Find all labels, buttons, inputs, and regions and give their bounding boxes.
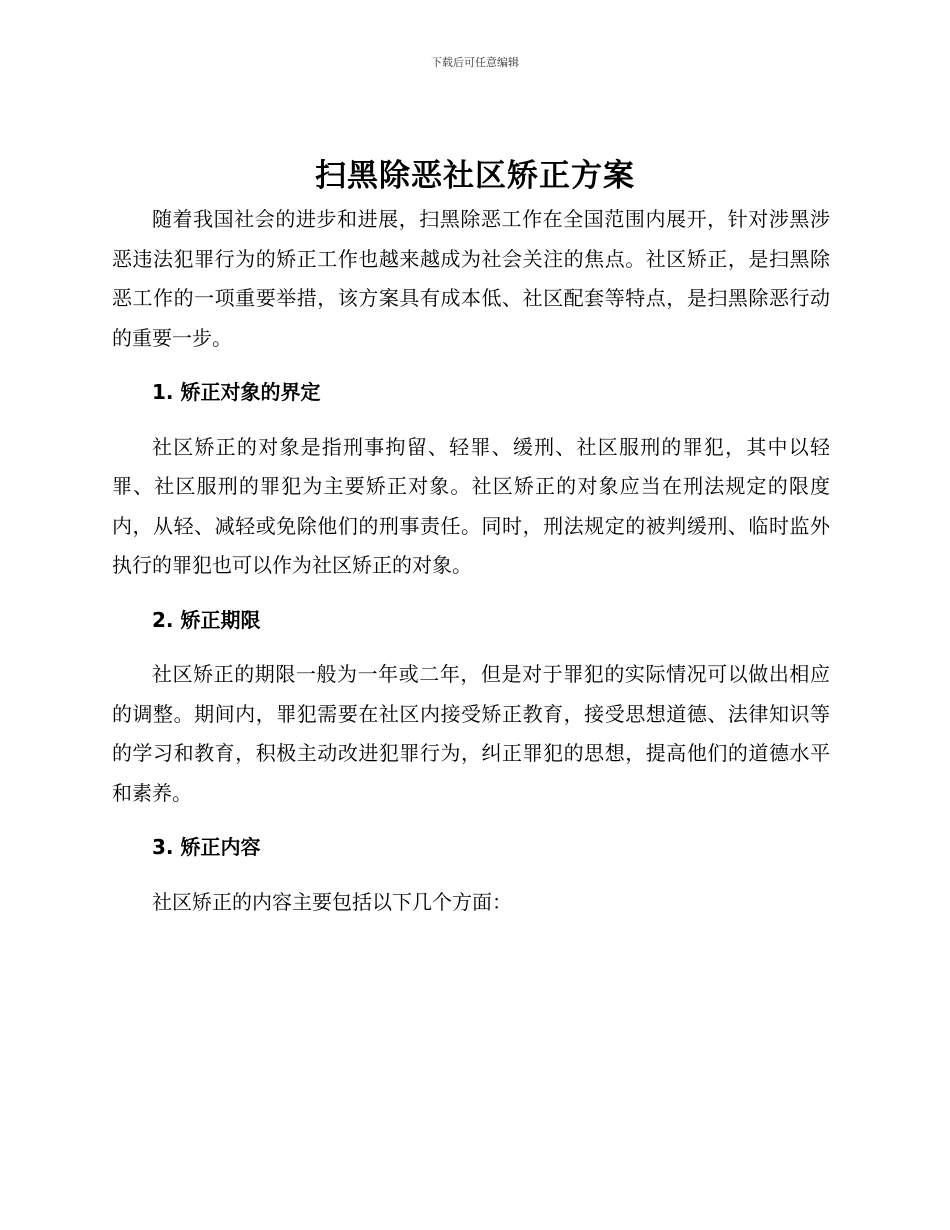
spacer [112, 358, 830, 373]
spacer [112, 868, 830, 883]
section-body-3: 社区矫正的内容主要包括以下几个方面： [152, 889, 512, 914]
spacer [112, 413, 830, 428]
section-body-1: 社区矫正的对象是指刑事拘留、轻罪、缓刑、社区服刑的罪犯，其中以轻罪、社区服刑的罪犯为主要矫正对象。社区矫正的对象应当在刑法规定的限度内，从轻、减轻或免除他们的刑事责任。同时，刑法规定的被判缓刑、临时监外执行的罪犯也可以作为社区矫正的对象。 [112, 434, 830, 577]
spacer [112, 640, 830, 655]
intro-paragraph: 随着我国社会的进步和进展，扫黑除恶工作在全国范围内展开，针对涉黑涉恶违法犯罪行为的矫正工作也越来越成为社会关注的焦点。社区矫正，是扫黑除恶工作的一项重要举措，该方案具有成本低、社区配套等特点，是扫黑除恶行动的重要一步。 [112, 207, 830, 350]
header-note: 下载后可任意编辑 [431, 56, 519, 69]
spacer [112, 813, 830, 828]
section-heading-3: 3. 矫正内容 [152, 835, 261, 859]
document-body [112, 200, 830, 922]
spacer [112, 586, 830, 601]
section-body-2: 社区矫正的期限一般为一年或二年，但是对于罪犯的实际情况可以做出相应的调整。期间内，罪犯需要在社区内接受矫正教育，接受思想道德、法律知识等的学习和教育，积极主动改进犯罪行为，纠正罪犯的思想，提高他们的道德水平和素养。 [112, 662, 830, 805]
section-heading-1: 1. 矫正对象的界定 [152, 380, 321, 404]
document-title: 扫黑除恶社区矫正方案 [315, 158, 635, 194]
section-heading-2: 2. 矫正期限 [152, 607, 261, 632]
